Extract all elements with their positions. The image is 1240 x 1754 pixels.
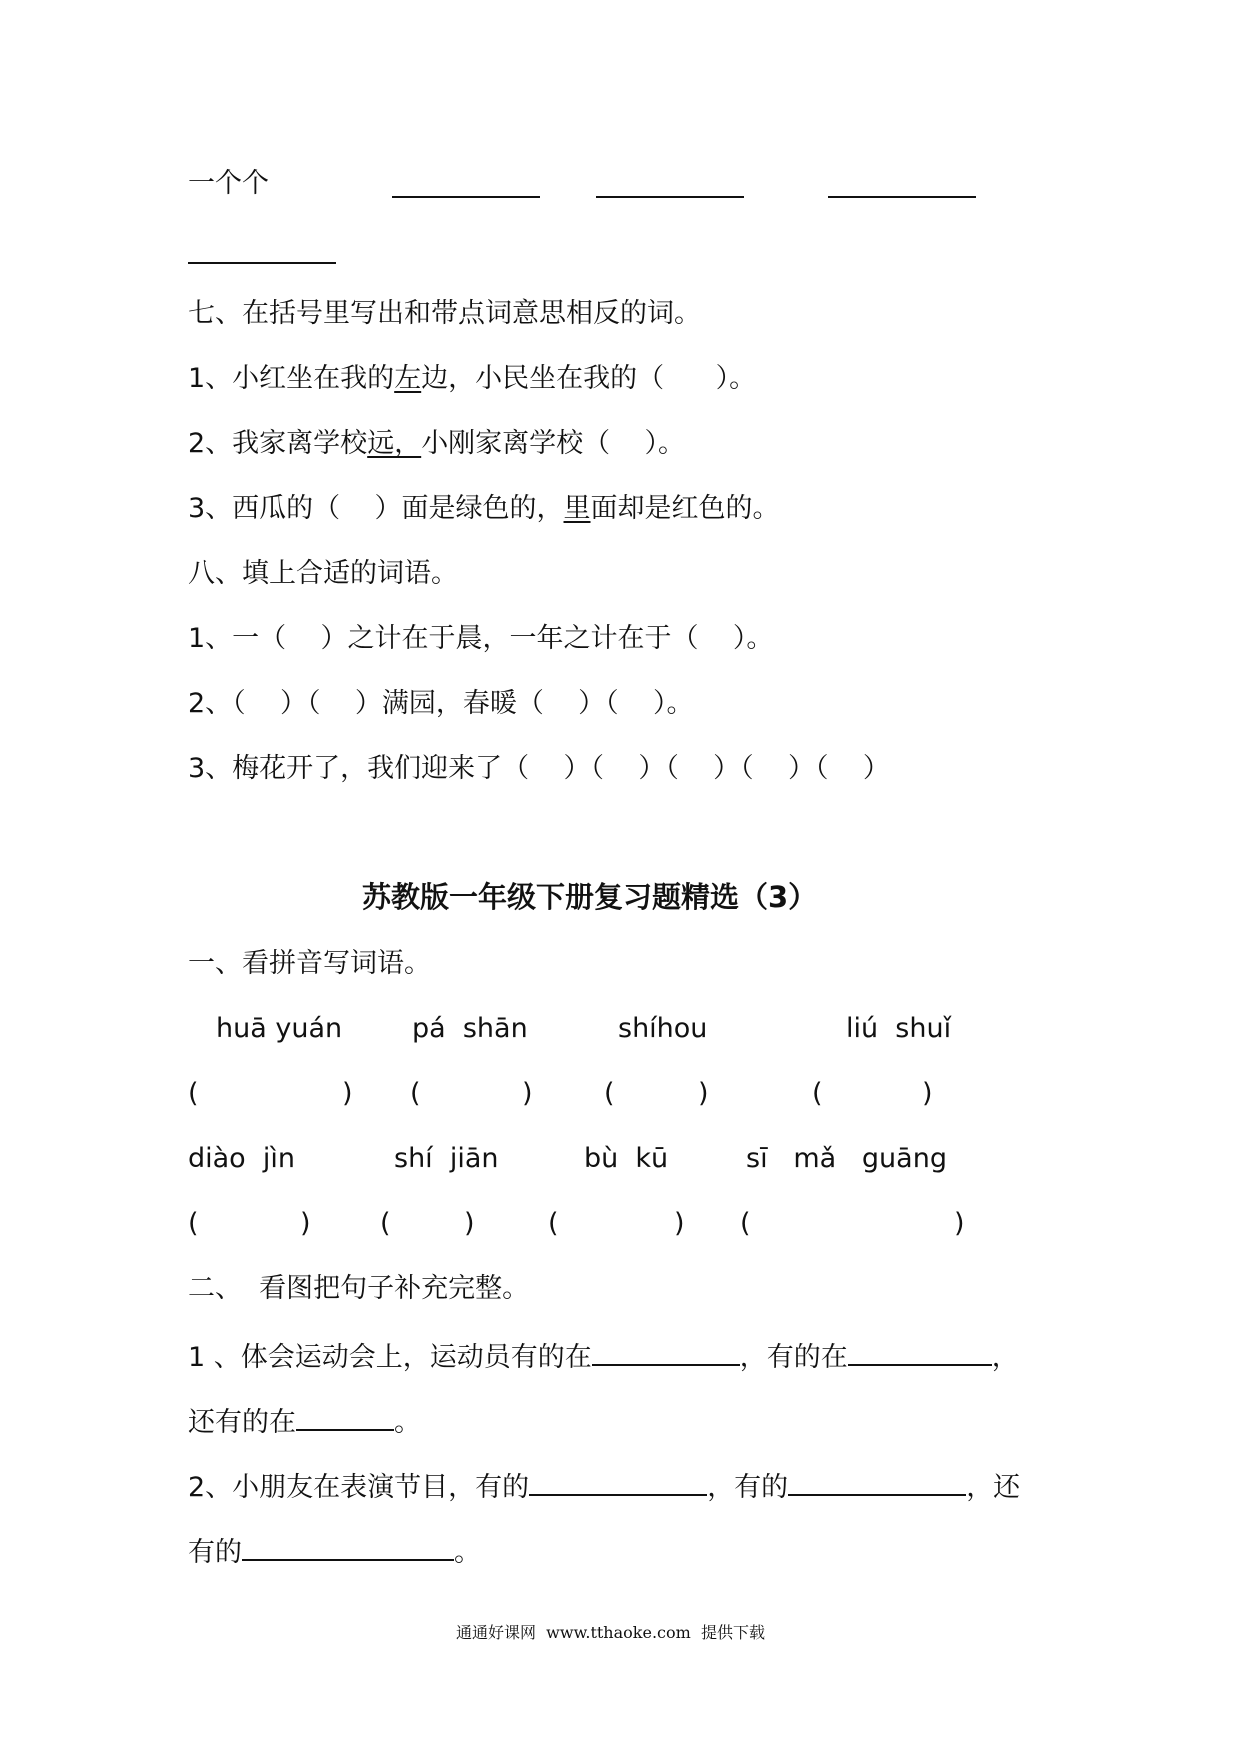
s2-question-2: 2、小朋友在表演节目，有的 ，有的 ，还	[188, 1472, 1021, 1503]
pinyin-label: diào jìn	[188, 1143, 295, 1174]
page-title: 苏教版一年级下册复习题精选（3）	[362, 880, 818, 914]
answer-paren-close: )	[698, 1078, 709, 1109]
footer-text: 通通好课网 www.tthaoke.com 提供下载	[456, 1623, 765, 1642]
answer-blank[interactable]	[788, 1470, 966, 1496]
answer-blank[interactable]	[392, 196, 540, 198]
s7-question-1: 1、小红坐在我的左边，小民坐在我的（ ）。	[188, 363, 757, 394]
s2-question-2-cont: 有的 。	[188, 1537, 481, 1568]
answer-paren-open: (	[410, 1078, 421, 1109]
answer-paren-open: (	[548, 1208, 559, 1239]
s8-question-1: 1、一（ ）之计在于晨，一年之计在于（ ）。	[188, 623, 774, 654]
pinyin-label: shí jiān	[394, 1143, 499, 1174]
pinyin-label: huā yuán	[216, 1013, 343, 1044]
answer-paren-open: (	[188, 1208, 199, 1239]
section8-title: 八、填上合适的词语。	[188, 558, 458, 589]
pinyin-label: shíhou	[618, 1013, 708, 1044]
answer-paren-open: (	[188, 1078, 199, 1109]
pinyin-label: bù kū	[584, 1143, 669, 1174]
answer-blank[interactable]	[828, 196, 976, 198]
answer-blank[interactable]	[529, 1470, 707, 1496]
answer-paren-close: )	[464, 1208, 475, 1239]
answer-blank[interactable]	[296, 1405, 394, 1431]
answer-paren-open: (	[812, 1078, 823, 1109]
answer-paren-open: (	[380, 1208, 391, 1239]
answer-paren-close: )	[954, 1208, 965, 1239]
answer-blank[interactable]	[242, 1535, 454, 1561]
answer-paren-close: )	[922, 1078, 933, 1109]
answer-paren-open: (	[604, 1078, 615, 1109]
answer-paren-open: (	[740, 1208, 751, 1239]
s2-question-1-cont: 还有的在 。	[188, 1407, 421, 1438]
pinyin-label: liú shuǐ	[846, 1013, 952, 1044]
s2-question-1: 1 、体会运动会上，运动员有的在 ，有的在 ，	[188, 1342, 1019, 1373]
section7-title: 七、在括号里写出和带点词意思相反的词。	[188, 298, 701, 329]
answer-paren-close: )	[342, 1078, 353, 1109]
section2-title: 二、 看图把句子补充完整。	[188, 1273, 530, 1304]
pinyin-label: pá shān	[412, 1013, 528, 1044]
pinyin-label: sī mǎ guāng	[746, 1143, 947, 1174]
answer-blank[interactable]	[188, 262, 336, 264]
s8-question-2: 2、（ ）（ ）满园，春暖（ ）（ ）。	[188, 688, 694, 719]
s7-question-3: 3、西瓜的（ ）面是绿色的，里面却是红色的。	[188, 493, 780, 524]
answer-paren-close: )	[300, 1208, 311, 1239]
answer-blank[interactable]	[848, 1340, 992, 1366]
answer-paren-close: )	[674, 1208, 685, 1239]
row-label: 一个个	[188, 168, 269, 199]
answer-blank[interactable]	[596, 196, 744, 198]
answer-paren-close: )	[522, 1078, 533, 1109]
answer-blank[interactable]	[592, 1340, 740, 1366]
section1-title: 一、看拼音写词语。	[188, 948, 431, 979]
s8-question-3: 3、梅花开了，我们迎来了（ ）（ ）（ ）（ ）（ ）	[188, 753, 890, 784]
s7-question-2: 2、我家离学校远，小刚家离学校（ ）。	[188, 428, 686, 459]
